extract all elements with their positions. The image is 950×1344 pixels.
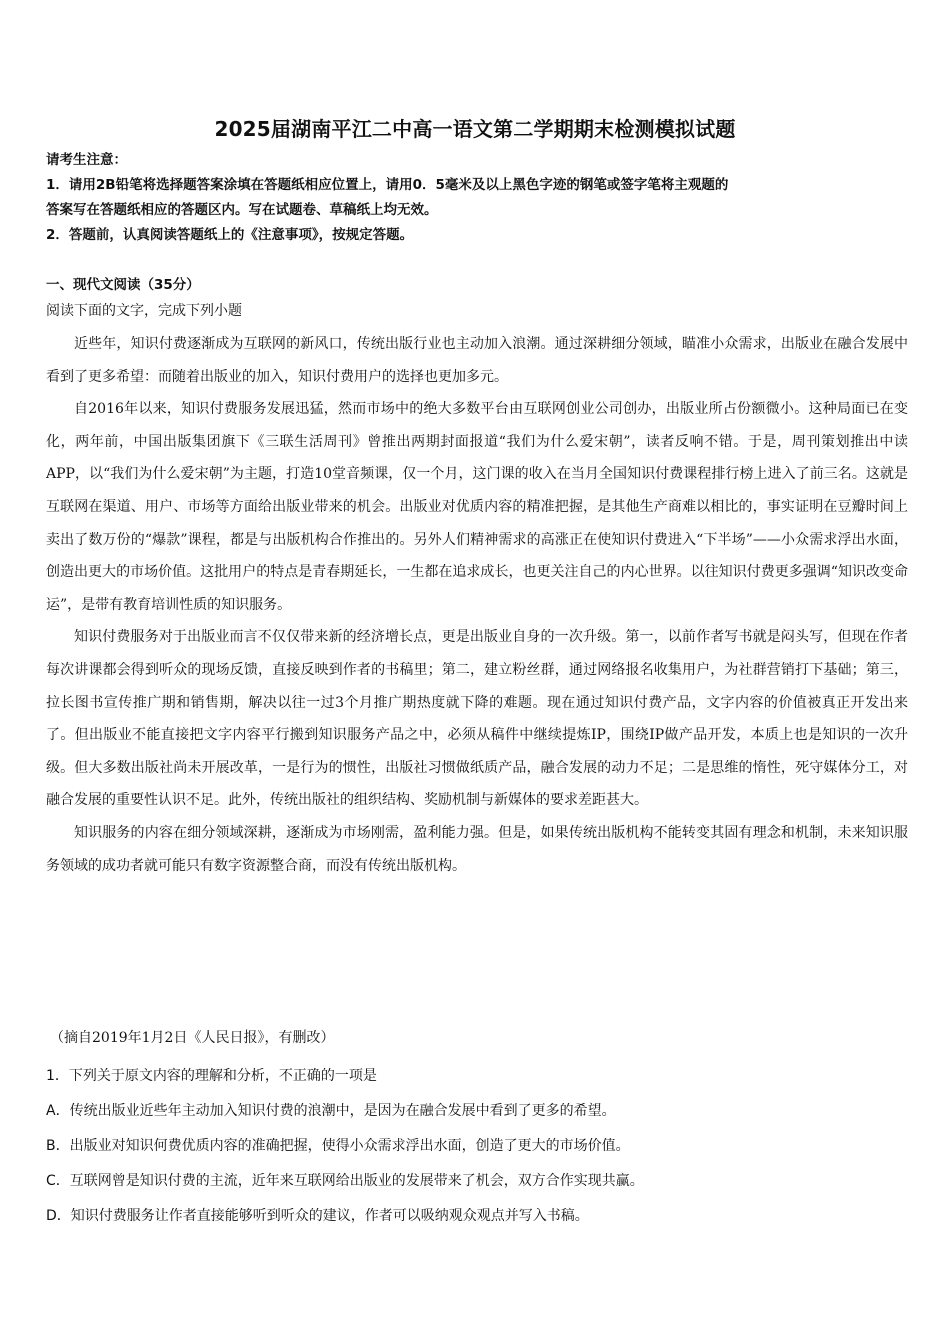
option-b: B．出版业对知识何费优质内容的准确把握，使得小众需求浮出水面，创造了更大的市场价值。 <box>46 1138 630 1154</box>
section-heading: 一、现代文阅读（35分） <box>46 277 200 293</box>
option-d: D．知识付费服务让作者直接能够听到听众的建议，作者可以吸纳观众观点并写入书稿。 <box>46 1208 589 1224</box>
passage-source: （摘自2019年1月2日《人民日报》，有删改） <box>50 1030 335 1046</box>
section-instruction: 阅读下面的文字，完成下列小题 <box>46 303 242 319</box>
notice-item-1-line-1: 1．请用2B铅笔将选择题答案涂填在答题纸相应位置上，请用0．5毫米及以上黑色字迹的钢笔或签字笔将主观题的 <box>46 177 729 193</box>
exam-notice <box>46 148 914 248</box>
passage-paragraph: 近些年，知识付费逐渐成为互联网的新风口，传统出版行业也主动加入浪潮。通过深耕细分领域，瞄准小众需求，出版业在融合发展中看到了更多希望：而随着出版业的加入，知识付费用户的选择也更加多元。 <box>46 336 908 385</box>
notice-item-1-line-2: 答案写在答题纸相应的答题区内。写在试题卷、草稿纸上均无效。 <box>46 202 438 218</box>
question-stem: 1．下列关于原文内容的理解和分析，不正确的一项是 <box>46 1068 377 1084</box>
passage-paragraph: 知识付费服务对于出版业而言不仅仅带来新的经济增长点，更是出版业自身的一次升级。第一，以前作者写书就是闷头写，但现在作者每次讲课都会得到听众的现场反馈，直接反映到作者的书稿里；第二，建立粉丝群，通过网络报名收集用户，为社群营销打下基础；第三，拉长图书宣传推广期和销售期，解决以往一过3个月推广期热度就下降的难题。现在通过知识付费产品，文字内容的价值被真正开发出来了。但出版业不能直接把文字内容平行搬到知识服务产品之中，必须从稿件中继续提炼IP，围绕IP做产品开发，本质上也是知识的一次升级。但大多数出版社尚未开展改革，一是行为的惯性，出版社习惯做纸质产品，融合发展的动力不足；二是思维的惰性，死守媒体分工，对融合发展的重要性认识不足。此外，传统出版社的组织结构、奖励机制与新媒体的要求差距甚大。 <box>46 629 908 809</box>
passage-paragraph: 自2016年以来，知识付费服务发展迅猛，然而市场中的绝大多数平台由互联网创业公司创办，出版业所占份额微小。这种局面已在变化，两年前，中国出版集团旗下《三联生活周刊》曾推出两期封面报道“我们为什么爱宋朝”，读者反响不错。于是，周刊策划推出中读APP，以“我们为什么爱宋朝”为主题，打造10堂音频课，仅一个月，这门课的收入在当月全国知识付费课程排行榜上进入了前三名。这就是互联网在渠道、用户、市场等方面给出版业带来的机会。出版业对优质内容的精准把握，是其他生产商难以相比的，事实证明在豆瓣时间上卖出了数万份的“爆款”课程，都是与出版机构合作推出的。另外人们精神需求的高涨正在使知识付费进入“下半场”——小众需求浮出水面，创造出更大的市场价值。这批用户的特点是青春期延长，一生都在追求成长，也更关注自己的内心世界。以往知识付费更多强调“知识改变命运”，是带有教育培训性质的知识服务。 <box>46 401 908 613</box>
option-c: C．互联网曾是知识付费的主流，近年来互联网给出版业的发展带来了机会，双方合作实现共赢。 <box>46 1173 644 1189</box>
page-title: 2025届湖南平江二中高一语文第二学期期末检测模拟试题 <box>214 117 736 141</box>
reading-passage <box>46 328 908 882</box>
passage-paragraph: 知识服务的内容在细分领域深耕，逐渐成为市场刚需，盈利能力强。但是，如果传统出版机构不能转变其固有理念和机制，未来知识服务领域的成功者就可能只有数字资源整合商，而没有传统出版机构。 <box>46 824 908 874</box>
question-1 <box>46 1059 914 1234</box>
notice-heading: 请考生注意： <box>46 152 127 168</box>
notice-item-2: 2．答题前，认真阅读答题纸上的《注意事项》，按规定答题。 <box>46 227 414 243</box>
option-a: A．传统出版业近些年主动加入知识付费的浪潮中，是因为在融合发展中看到了更多的希望。 <box>46 1103 616 1119</box>
